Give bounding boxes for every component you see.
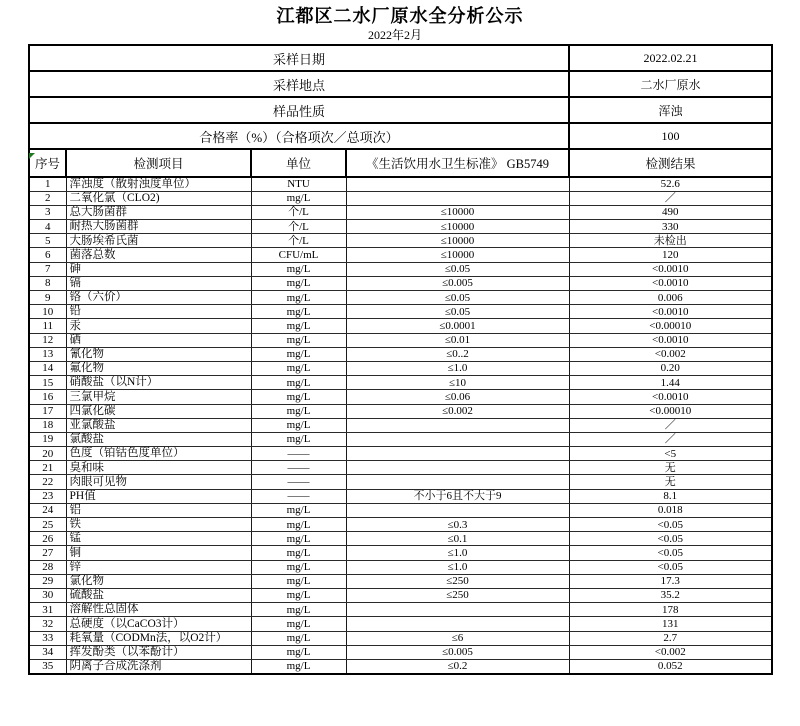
- table-row: [29, 205, 772, 219]
- cell-result: ／: [569, 418, 772, 432]
- table-row: [29, 560, 772, 574]
- cell-seq: 32: [29, 617, 66, 631]
- summary-row-1: [29, 71, 772, 97]
- cell-result: <0.0010: [569, 262, 772, 276]
- cell-standard: ≤10000: [346, 205, 569, 219]
- cell-item: 挥发酚类（以苯酚计）: [66, 645, 251, 659]
- cell-unit: mg/L: [251, 659, 346, 673]
- cell-item: 铅: [66, 305, 251, 319]
- header-result: 检测结果: [569, 149, 772, 177]
- table-row: [29, 475, 772, 489]
- cell-item: 肉眼可见物: [66, 475, 251, 489]
- cell-unit: mg/L: [251, 333, 346, 347]
- cell-item: 硫酸盐: [66, 588, 251, 602]
- cell-unit: ——: [251, 475, 346, 489]
- cell-standard: ≤6: [346, 631, 569, 645]
- cell-seq: 35: [29, 659, 66, 673]
- cell-unit: mg/L: [251, 191, 346, 205]
- table-row: [29, 418, 772, 432]
- cell-seq: 16: [29, 390, 66, 404]
- cell-seq: 15: [29, 376, 66, 390]
- summary-value: 2022.02.21: [569, 45, 772, 71]
- cell-item: 总大肠菌群: [66, 205, 251, 219]
- cell-standard: ≤0.2: [346, 659, 569, 673]
- cell-seq: 22: [29, 475, 66, 489]
- cell-seq: 34: [29, 645, 66, 659]
- cell-unit: mg/L: [251, 603, 346, 617]
- cell-unit: mg/L: [251, 560, 346, 574]
- cell-seq: 28: [29, 560, 66, 574]
- cell-seq: 3: [29, 205, 66, 219]
- cell-standard: [346, 432, 569, 446]
- table-row: [29, 333, 772, 347]
- table-row: [29, 319, 772, 333]
- table-row: [29, 276, 772, 290]
- cell-standard: [346, 503, 569, 517]
- cell-result: <0.05: [569, 532, 772, 546]
- cell-item: 耐热大肠菌群: [66, 220, 251, 234]
- cell-unit: mg/L: [251, 574, 346, 588]
- cell-seq: 33: [29, 631, 66, 645]
- cell-standard: ≤1.0: [346, 361, 569, 375]
- cell-result: <0.00010: [569, 404, 772, 418]
- table-row: [29, 518, 772, 532]
- cell-item: 硒: [66, 333, 251, 347]
- cell-item: 锌: [66, 560, 251, 574]
- table-row: [29, 489, 772, 503]
- cell-standard: 不小于6且不大于9: [346, 489, 569, 503]
- cell-result: 35.2: [569, 588, 772, 602]
- cell-seq: 5: [29, 234, 66, 248]
- cell-standard: ≤0.002: [346, 404, 569, 418]
- cell-unit: 个/L: [251, 220, 346, 234]
- cell-item: 二氧化氯（CLO2): [66, 191, 251, 205]
- cell-unit: mg/L: [251, 645, 346, 659]
- table-row: [29, 361, 772, 375]
- cell-result: 490: [569, 205, 772, 219]
- cell-unit: mg/L: [251, 319, 346, 333]
- cell-item: 砷: [66, 262, 251, 276]
- table-row: [29, 191, 772, 205]
- cell-result: 131: [569, 617, 772, 631]
- page-subtitle: 2022年2月: [367, 28, 422, 42]
- cell-seq: 21: [29, 461, 66, 475]
- cell-standard: ≤0.05: [346, 291, 569, 305]
- cell-seq: 27: [29, 546, 66, 560]
- cell-seq: 19: [29, 432, 66, 446]
- cell-item: 锰: [66, 532, 251, 546]
- cell-item: 铝: [66, 503, 251, 517]
- cell-item: 铜: [66, 546, 251, 560]
- cell-unit: mg/L: [251, 262, 346, 276]
- cell-seq: 30: [29, 588, 66, 602]
- cell-unit: mg/L: [251, 404, 346, 418]
- cell-standard: ≤0.005: [346, 645, 569, 659]
- cell-unit: mg/L: [251, 390, 346, 404]
- cell-item: 氯化物: [66, 574, 251, 588]
- cell-standard: ≤0.05: [346, 305, 569, 319]
- table-row: [29, 546, 772, 560]
- cell-seq: 14: [29, 361, 66, 375]
- cell-unit: ——: [251, 461, 346, 475]
- table-row: [29, 645, 772, 659]
- cell-standard: ≤250: [346, 588, 569, 602]
- cell-seq: 1: [29, 177, 66, 191]
- cell-seq: 13: [29, 347, 66, 361]
- cell-item: 亚氯酸盐: [66, 418, 251, 432]
- cell-item: 汞: [66, 319, 251, 333]
- table-row: [29, 603, 772, 617]
- table-row: [29, 432, 772, 446]
- cell-unit: mg/L: [251, 376, 346, 390]
- cell-seq: 24: [29, 503, 66, 517]
- summary-section: [29, 45, 772, 149]
- cell-item: 四氯化碳: [66, 404, 251, 418]
- cell-standard: [346, 603, 569, 617]
- cell-standard: [346, 461, 569, 475]
- cell-unit: 个/L: [251, 234, 346, 248]
- cell-result: 330: [569, 220, 772, 234]
- cell-result: 0.052: [569, 659, 772, 673]
- table-row: [29, 220, 772, 234]
- cell-standard: ≤0.005: [346, 276, 569, 290]
- header-unit: 单位: [251, 149, 346, 177]
- table-row: [29, 631, 772, 645]
- cell-item: 大肠埃希氏菌: [66, 234, 251, 248]
- summary-row-2: [29, 97, 772, 123]
- cell-result: <0.05: [569, 560, 772, 574]
- table-row: [29, 248, 772, 262]
- cell-seq: 31: [29, 603, 66, 617]
- summary-value: 100: [569, 123, 772, 149]
- table-row: [29, 588, 772, 602]
- cell-seq: 9: [29, 291, 66, 305]
- column-header-row: [29, 149, 772, 177]
- table-row: [29, 574, 772, 588]
- cell-result: <0.05: [569, 518, 772, 532]
- cell-standard: [346, 447, 569, 461]
- cell-unit: mg/L: [251, 518, 346, 532]
- cell-result: 178: [569, 603, 772, 617]
- cell-unit: CFU/mL: [251, 248, 346, 262]
- cell-standard: ≤0.1: [346, 532, 569, 546]
- cell-unit: mg/L: [251, 291, 346, 305]
- cell-item: 色度（铂钴色度单位）: [66, 447, 251, 461]
- cell-item: PH值: [66, 489, 251, 503]
- table-row: [29, 503, 772, 517]
- cell-result: 8.1: [569, 489, 772, 503]
- cell-unit: mg/L: [251, 503, 346, 517]
- table-row: [29, 617, 772, 631]
- cell-standard: ≤1.0: [346, 560, 569, 574]
- cell-result: <0.002: [569, 645, 772, 659]
- header-item: 检测项目: [66, 149, 251, 177]
- summary-label: 采样地点: [29, 71, 569, 97]
- cell-seq: 17: [29, 404, 66, 418]
- cell-standard: [346, 177, 569, 191]
- cell-seq: 18: [29, 418, 66, 432]
- summary-label: 合格率（%）（合格项次／总项次）: [29, 123, 569, 149]
- cell-seq: 11: [29, 319, 66, 333]
- cell-seq: 23: [29, 489, 66, 503]
- cell-result: <5: [569, 447, 772, 461]
- cell-standard: ≤0.06: [346, 390, 569, 404]
- table-row: [29, 532, 772, 546]
- cell-result: 无: [569, 461, 772, 475]
- cell-standard: [346, 191, 569, 205]
- table-row: [29, 177, 772, 191]
- table-row: [29, 447, 772, 461]
- table-row: [29, 234, 772, 248]
- cell-item: 硝酸盐（以N计）: [66, 376, 251, 390]
- table-row: [29, 291, 772, 305]
- cell-unit: ——: [251, 447, 346, 461]
- cell-result: ／: [569, 432, 772, 446]
- cell-result: <0.00010: [569, 319, 772, 333]
- cell-unit: mg/L: [251, 347, 346, 361]
- table-row: [29, 262, 772, 276]
- cell-standard: ≤10000: [346, 220, 569, 234]
- summary-value: 二水厂原水: [569, 71, 772, 97]
- cell-result: ／: [569, 191, 772, 205]
- cell-error-flag-triangle-icon: [29, 153, 35, 159]
- cell-seq: 10: [29, 305, 66, 319]
- cell-unit: mg/L: [251, 361, 346, 375]
- cell-item: 菌落总数: [66, 248, 251, 262]
- cell-standard: [346, 475, 569, 489]
- cell-seq: 29: [29, 574, 66, 588]
- cell-unit: ——: [251, 489, 346, 503]
- table-row: [29, 659, 772, 673]
- table-row: [29, 404, 772, 418]
- header-seq: 序号: [29, 149, 66, 177]
- cell-unit: mg/L: [251, 276, 346, 290]
- summary-row-3: [29, 123, 772, 149]
- cell-unit: NTU: [251, 177, 346, 191]
- cell-unit: mg/L: [251, 617, 346, 631]
- cell-item: 镉: [66, 276, 251, 290]
- cell-result: <0.0010: [569, 276, 772, 290]
- summary-value: 浑浊: [569, 97, 772, 123]
- table-row: [29, 461, 772, 475]
- cell-seq: 26: [29, 532, 66, 546]
- cell-standard: ≤0.3: [346, 518, 569, 532]
- cell-item: 氰化物: [66, 347, 251, 361]
- data-section: [29, 177, 772, 674]
- cell-item: 三氯甲烷: [66, 390, 251, 404]
- cell-standard: ≤0.0001: [346, 319, 569, 333]
- cell-unit: mg/L: [251, 432, 346, 446]
- cell-item: 氟化物: [66, 361, 251, 375]
- cell-seq: 2: [29, 191, 66, 205]
- column-header-section: [29, 149, 772, 177]
- cell-result: 1.44: [569, 376, 772, 390]
- cell-unit: mg/L: [251, 418, 346, 432]
- cell-seq: 7: [29, 262, 66, 276]
- cell-result: <0.05: [569, 546, 772, 560]
- cell-standard: ≤1.0: [346, 546, 569, 560]
- cell-result: <0.002: [569, 347, 772, 361]
- cell-standard: ≤250: [346, 574, 569, 588]
- summary-row-0: [29, 45, 772, 71]
- cell-result: <0.0010: [569, 390, 772, 404]
- cell-unit: mg/L: [251, 546, 346, 560]
- cell-unit: mg/L: [251, 588, 346, 602]
- cell-result: 2.7: [569, 631, 772, 645]
- cell-standard: ≤10: [346, 376, 569, 390]
- cell-item: 浑浊度（散射浊度单位）: [66, 177, 251, 191]
- cell-result: 未检出: [569, 234, 772, 248]
- cell-standard: [346, 617, 569, 631]
- summary-label: 样品性质: [29, 97, 569, 123]
- cell-item: 耗氧量（CODMn法，以O2计）: [66, 631, 251, 645]
- table-row: [29, 376, 772, 390]
- cell-standard: ≤0..2: [346, 347, 569, 361]
- cell-result: 17.3: [569, 574, 772, 588]
- cell-item: 铁: [66, 518, 251, 532]
- cell-standard: ≤0.01: [346, 333, 569, 347]
- cell-unit: mg/L: [251, 305, 346, 319]
- cell-result: 0.018: [569, 503, 772, 517]
- cell-result: 0.006: [569, 291, 772, 305]
- cell-item: 铬（六价）: [66, 291, 251, 305]
- analysis-table: [28, 44, 773, 675]
- cell-seq: 20: [29, 447, 66, 461]
- table-row: [29, 305, 772, 319]
- cell-result: 无: [569, 475, 772, 489]
- page-title: 江都区二水厂原水全分析公示: [276, 6, 524, 26]
- cell-result: <0.0010: [569, 333, 772, 347]
- cell-result: 52.6: [569, 177, 772, 191]
- cell-seq: 12: [29, 333, 66, 347]
- table-row: [29, 347, 772, 361]
- cell-item: 溶解性总固体: [66, 603, 251, 617]
- cell-item: 阴离子合成洗涤剂: [66, 659, 251, 673]
- cell-item: 臭和味: [66, 461, 251, 475]
- header-standard: 《生活饮用水卫生标准》 GB5749: [346, 149, 569, 177]
- cell-item: 总硬度（以CaCO3计）: [66, 617, 251, 631]
- cell-seq: 25: [29, 518, 66, 532]
- cell-standard: ≤0.05: [346, 262, 569, 276]
- cell-result: <0.0010: [569, 305, 772, 319]
- summary-label: 采样日期: [29, 45, 569, 71]
- cell-result: 0.20: [569, 361, 772, 375]
- cell-seq: 8: [29, 276, 66, 290]
- cell-unit: 个/L: [251, 205, 346, 219]
- cell-item: 氯酸盐: [66, 432, 251, 446]
- cell-standard: [346, 418, 569, 432]
- cell-result: 120: [569, 248, 772, 262]
- cell-standard: ≤10000: [346, 248, 569, 262]
- cell-standard: ≤10000: [346, 234, 569, 248]
- table-row: [29, 390, 772, 404]
- cell-unit: mg/L: [251, 532, 346, 546]
- cell-seq: 6: [29, 248, 66, 262]
- cell-seq: 4: [29, 220, 66, 234]
- cell-unit: mg/L: [251, 631, 346, 645]
